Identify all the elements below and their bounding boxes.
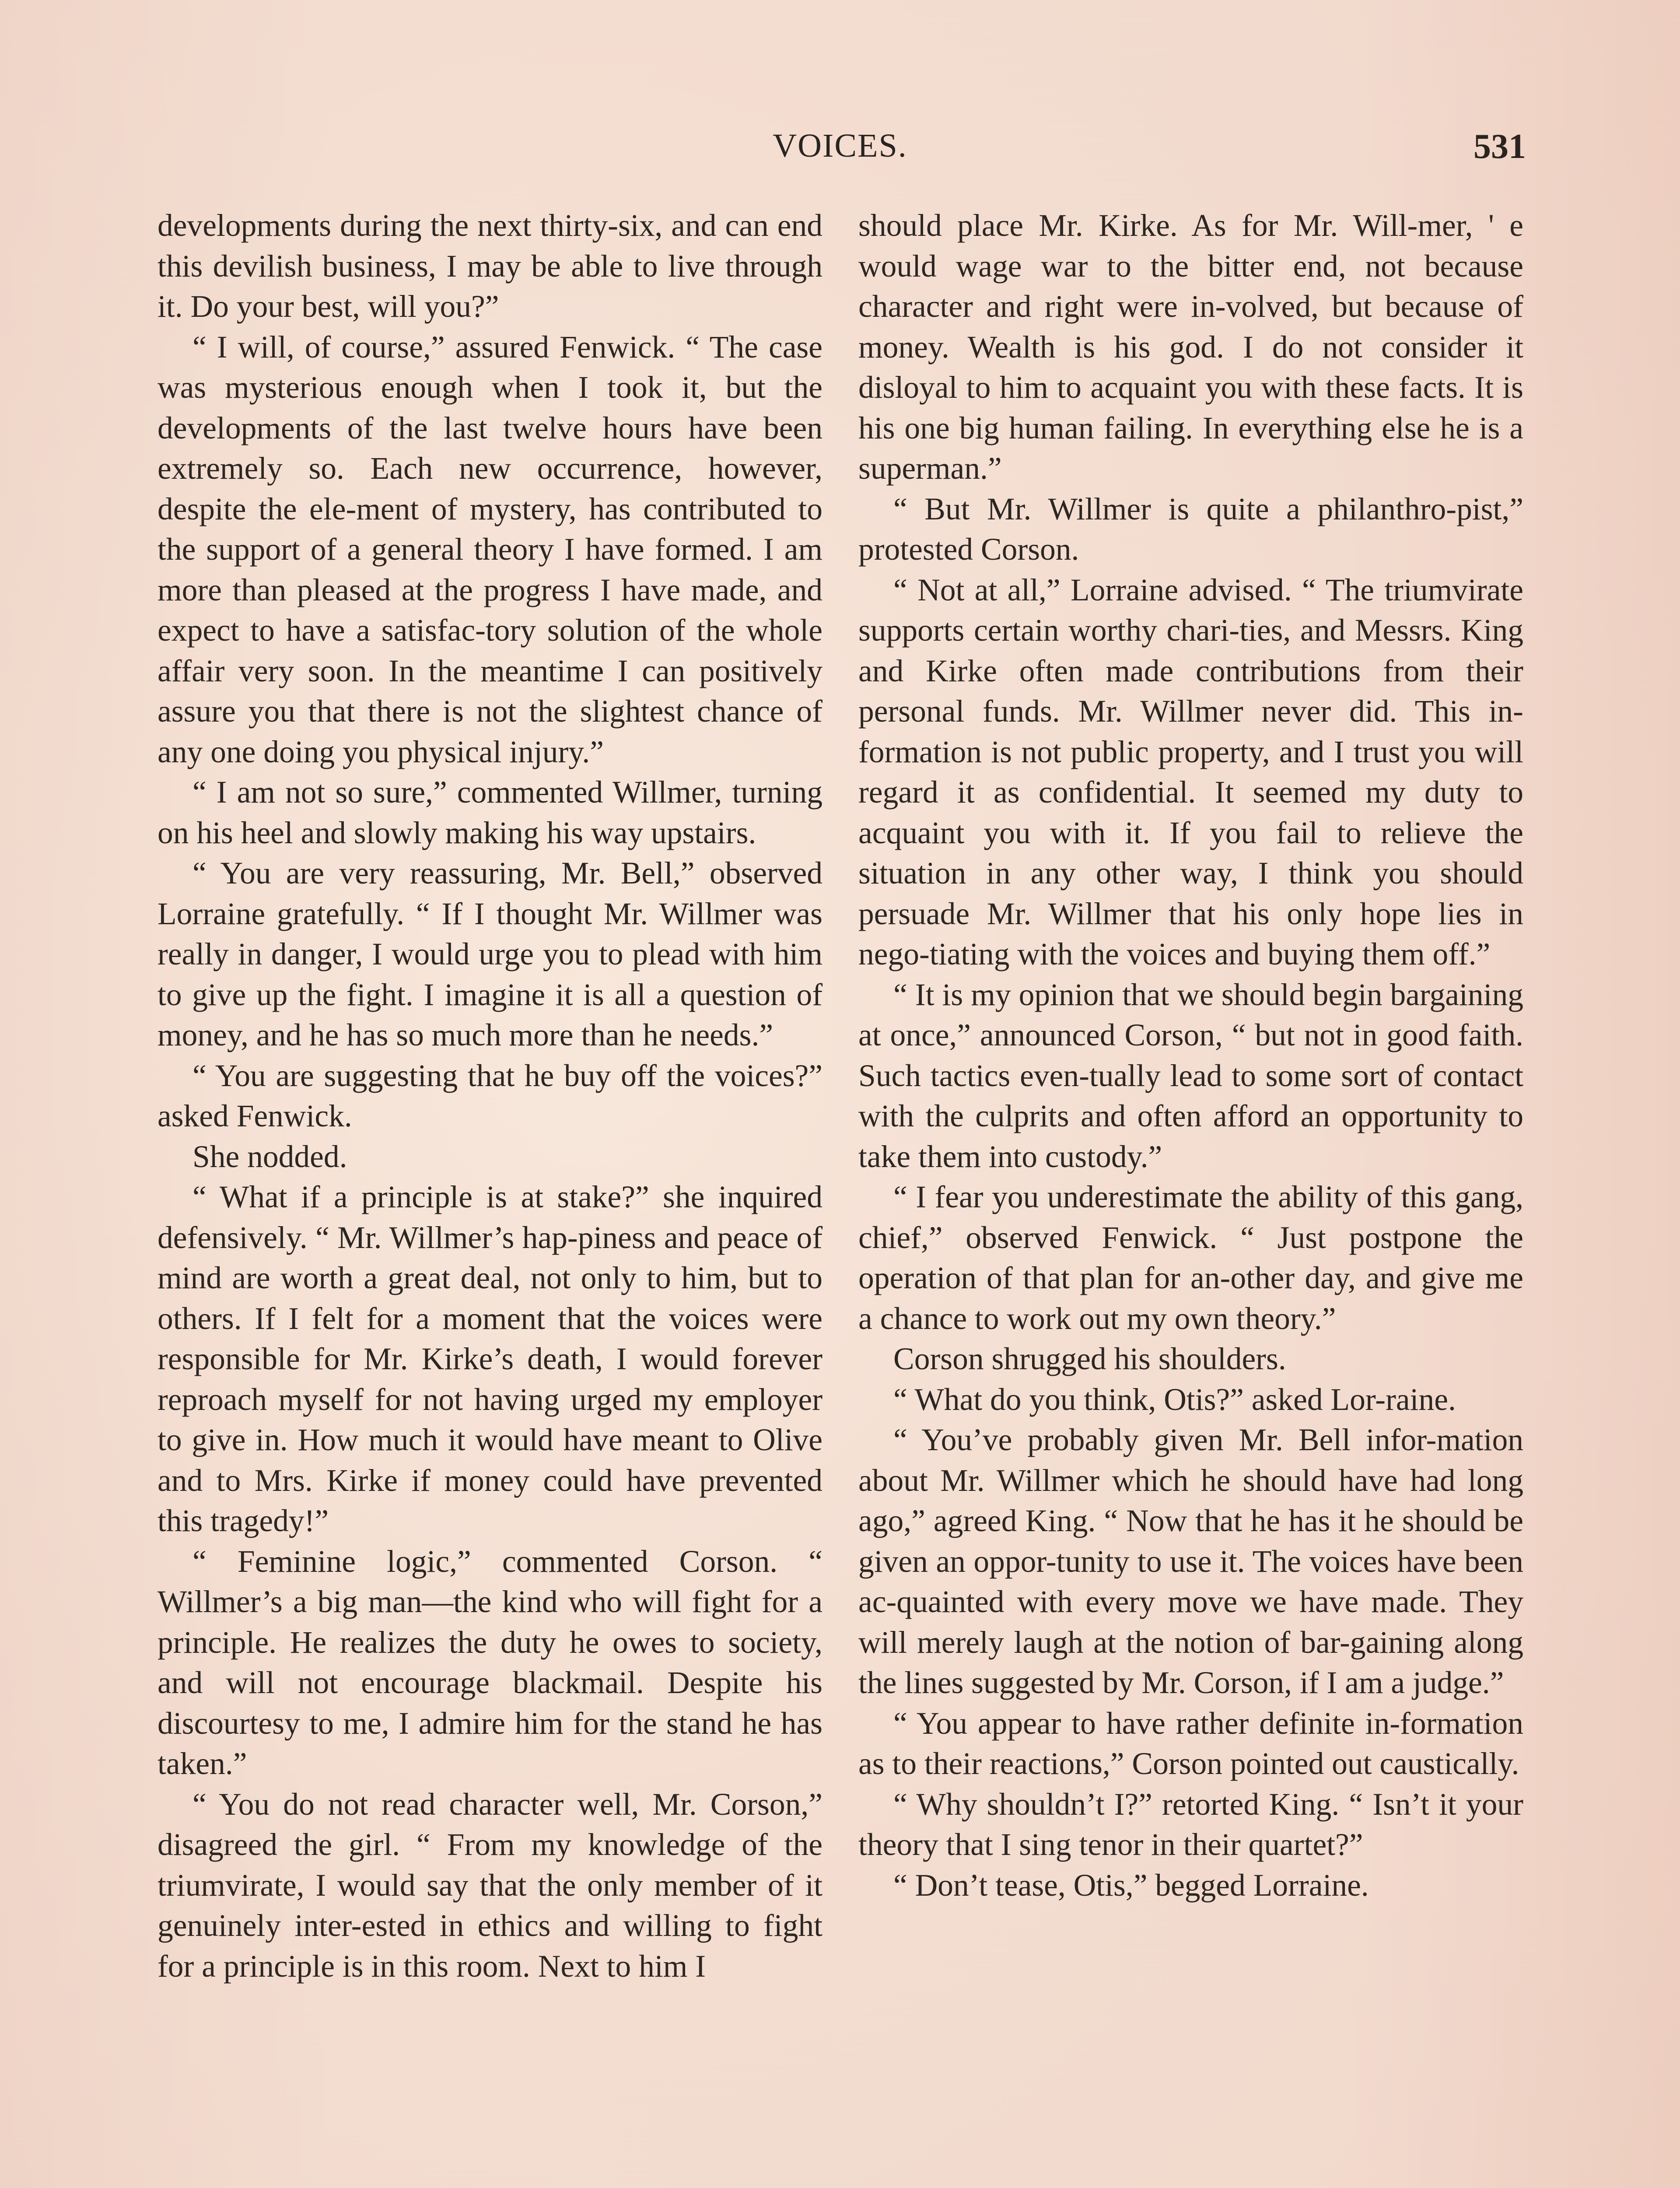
paragraph: “ You appear to have rather definite in-formation as to their reactions,” Corson pointed out caustically. <box>858 1706 1523 1781</box>
paragraph: “ It is my opinion that we should begin bargaining at once,” announced Corson, “ but not in good faith. Such tactics even-tually lead to some sort of contact with the culprits and often afford an opportunity to take them into custody.” <box>858 977 1523 1174</box>
paragraph: “ Feminine logic,” commented Corson. “ Willmer’s a big man—the kind who will fight for a principle. He realizes the duty he owes to society, and will not encourage blackmail. Despite his discourtesy to me, I admire him for the stand he has taken.” <box>158 1544 822 1781</box>
paragraph: Corson shrugged his shoulders. <box>893 1342 1286 1376</box>
paragraph: “ You’ve probably given Mr. Bell infor-mation about Mr. Willmer which he should have had long ago,” agreed King. “ Now that he has it he should be given an oppor-tunity to use it. The voices have been ac-quainted with every move we have made. They will merely laugh at the notion of bar-gaining along the lines suggested by Mr. Corson, if I am a judge.” <box>858 1423 1523 1700</box>
running-title: VOICES. <box>773 127 907 164</box>
paragraph: developments during the next thirty-six, and can end this devilish business, I may be able to live through it. Do your best, will you?” <box>158 208 822 324</box>
paragraph: “ Why shouldn’t I?” retorted King. “ Isn’t it your theory that I sing tenor in their quartet?” <box>858 1787 1523 1862</box>
paragraph: “ You are suggesting that he buy off the voices?” asked Fenwick. <box>158 1058 822 1133</box>
page-number: 531 <box>1474 127 1526 166</box>
paragraph: should place Mr. Kirke. As for Mr. Will-mer, ' e would wage war to the bitter end, not because character and right were in-volved, but because of money. Wealth is his god. I do not consider it disloyal to him to acquaint you with these facts. It is his one big human failing. In everything else he is a superman.” <box>858 208 1523 486</box>
paragraph: “ You are very reassuring, Mr. Bell,” observed Lorraine gratefully. “ If I thought Mr. Willmer was really in danger, I would urge you to plead with him to give up the fight. I imagine it is all a question of money, and he has so much more than he needs.” <box>158 856 822 1052</box>
paragraph: “ What do you think, Otis?” asked Lor-raine. <box>893 1382 1456 1417</box>
paragraph: “ Don’t tease, Otis,” begged Lorraine. <box>893 1868 1369 1903</box>
left-column <box>158 206 822 1987</box>
right-column <box>858 206 1523 1906</box>
paragraph: “ I am not so sure,” commented Willmer, turning on his heel and slowly making his way upstairs. <box>158 775 822 850</box>
paragraph: “ What if a principle is at stake?” she inquired defensively. “ Mr. Willmer’s hap-piness and peace of mind are worth a great deal, not only to him, but to others. If I felt for a moment that the voices were responsible for Mr. Kirke’s death, I would forever reproach myself for not having urged my employer to give in. How much it would have meant to Olive and to Mrs. Kirke if money could have prevented this tragedy!” <box>158 1180 822 1538</box>
running-head <box>0 127 1680 179</box>
paragraph: “ Not at all,” Lorraine advised. “ The triumvirate supports certain worthy chari-ties, and Messrs. King and Kirke often made contributions from their personal funds. Mr. Willmer never did. This in-formation is not public property, and I trust you will regard it as confidential. It seemed my duty to acquaint you with it. If you fail to relieve the situation in any other way, I think you should persuade Mr. Willmer that his only hope lies in nego-tiating with the voices and buying them off.” <box>858 572 1523 971</box>
paragraph: She nodded. <box>192 1139 347 1174</box>
paragraph: “ I fear you underestimate the ability of this gang, chief,” observed Fenwick. “ Just postpone the operation of that plan for an-other day, and give me a chance to work out my own theory.” <box>858 1180 1523 1336</box>
paragraph: “ But Mr. Willmer is quite a philanthro-pist,” protested Corson. <box>858 491 1523 567</box>
paragraph: “ I will, of course,” assured Fenwick. “ The case was mysterious enough when I took it, but the developments of the last twelve hours have been extremely so. Each new occurrence, however, despite the ele-ment of mystery, has contributed to the support of a general theory I have formed. I am more than pleased at the progress I have made, and expect to have a satisfac-tory solution of the whole affair very soon. In the meantime I can positively assure you that there is not the slightest chance of any one doing you physical injury.” <box>158 330 822 769</box>
paragraph: “ You do not read character well, Mr. Corson,” disagreed the girl. “ From my knowledge of the triumvirate, I would say that the only member of it genuinely inter-ested in ethics and willing to fight for a principle is in this room. Next to him I <box>158 1787 822 1984</box>
